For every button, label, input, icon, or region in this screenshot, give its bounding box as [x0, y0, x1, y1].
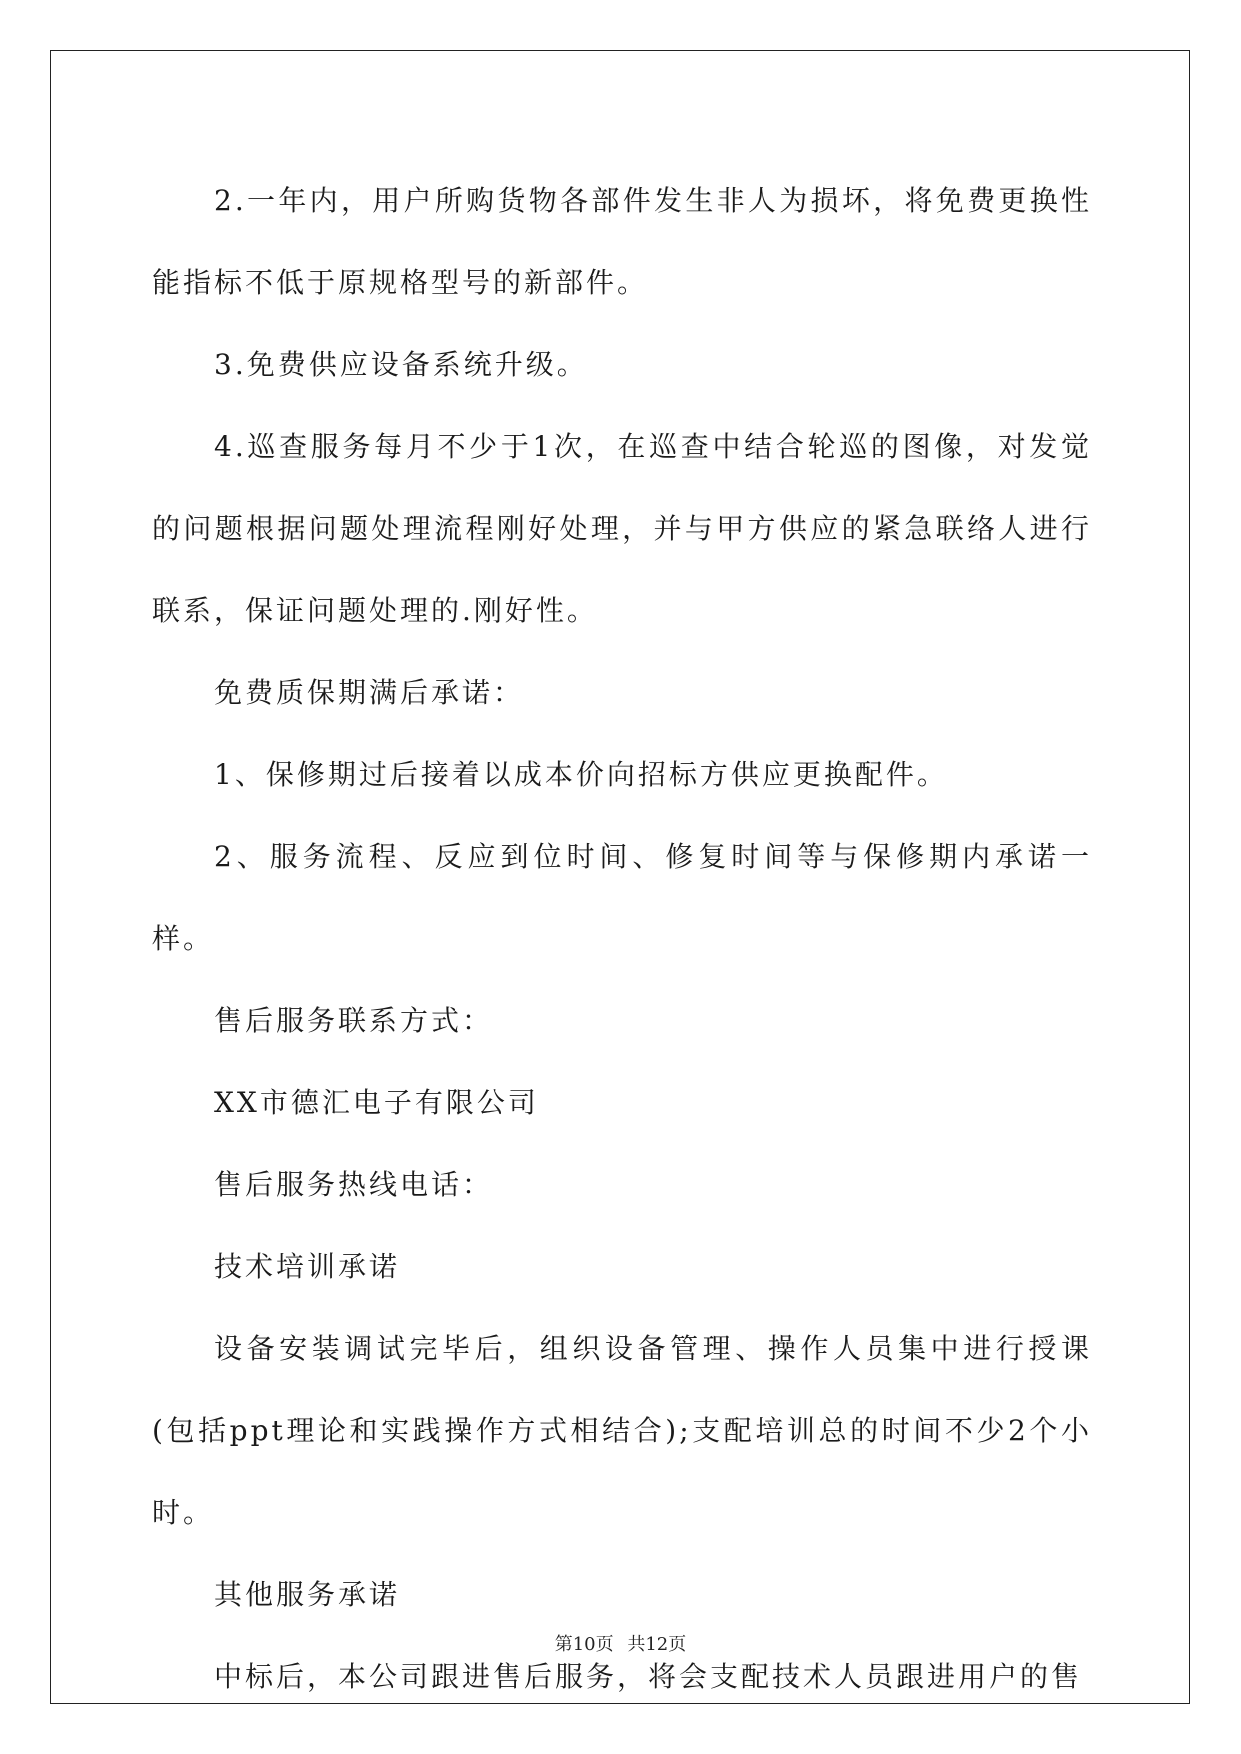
paragraph-training-heading: 技术培训承诺 — [214, 1250, 401, 1283]
paragraph-system-upgrade: 3.免费供应设备系统升级。 — [214, 348, 588, 381]
document-body — [152, 160, 1092, 1718]
paragraph-post-warranty-process: 2、服务流程、反应到位时间、修复时间等与保修期内承诺一样。 — [152, 840, 1092, 955]
paragraph-hotline: 售后服务热线电话： — [214, 1168, 494, 1201]
paragraph-company-name: XX市德汇电子有限公司 — [214, 1086, 539, 1119]
page-total: 共12页 — [627, 1634, 687, 1655]
paragraph-other-heading: 其他服务承诺 — [214, 1578, 401, 1611]
paragraph-contact-heading: 售后服务联系方式： — [214, 1004, 494, 1037]
paragraph-warranty-parts: 2.一年内，用户所购货物各部件发生非人为损坏，将免费更换性能指标不低于原规格型号的新部件。 — [152, 184, 1092, 299]
paragraph-inspection-service: 4.巡查服务每月不少于1次，在巡查中结合轮巡的图像，对发觉的问题根据问题处理流程刚好处理，并与甲方供应的紧急联络人进行联系，保证问题处理的.刚好性。 — [152, 430, 1092, 627]
paragraph-other-details: 中标后，本公司跟进售后服务，将会支配技术人员跟进用户的售 — [214, 1660, 1083, 1693]
paragraph-post-warranty-parts: 1、保修期过后接着以成本价向招标方供应更换配件。 — [214, 758, 948, 791]
paragraph-post-warranty-heading: 免费质保期满后承诺： — [214, 676, 525, 709]
page-footer — [0, 1630, 1241, 1656]
page-number: 第10页 — [554, 1634, 614, 1655]
paragraph-training-details: 设备安装调试完毕后，组织设备管理、操作人员集中进行授课(包括ppt理论和实践操作方式相结合);支配培训总的时间不少2个小时。 — [152, 1332, 1092, 1529]
